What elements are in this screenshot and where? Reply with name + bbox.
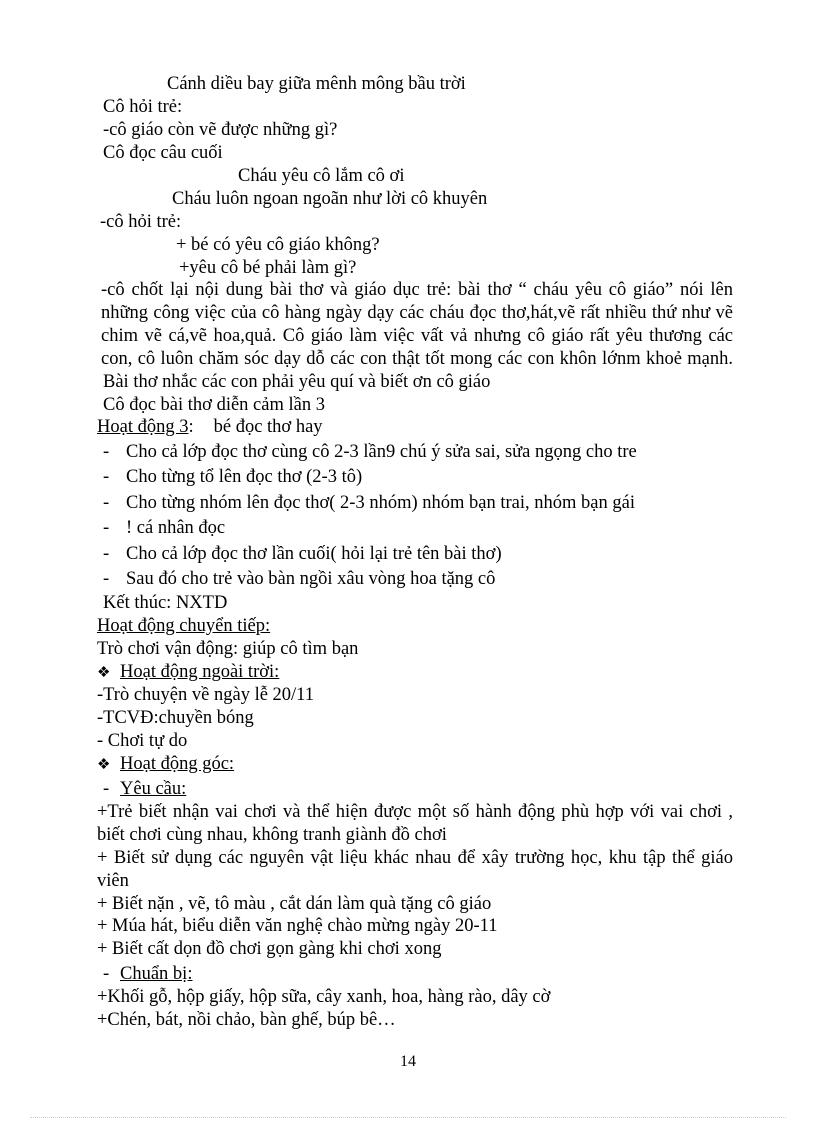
paragraph-line: -cô chốt lại nội dung bài thơ và giáo dục trẻ: bài thơ “ cháu yêu cô giáo” nói lên bbox=[101, 280, 733, 300]
paragraph-line: những công việc của cô hàng ngày dạy các cháu đọc thơ,hát,vẽ rất nhiều thứ như vẽ bbox=[101, 303, 733, 323]
paragraph-line: + Biết sử dụng các nguyên vật liệu khác nhau để xây trường học, khu tập thể giáo bbox=[97, 848, 733, 868]
transition-activity-heading: Hoạt động chuyển tiếp: bbox=[97, 616, 271, 636]
text-line: -cô giáo còn vẽ được những gì? bbox=[103, 120, 338, 140]
text-line: Cô đọc câu cuối bbox=[103, 143, 223, 163]
text-line: viên bbox=[97, 871, 129, 891]
text-line: +Chén, bát, nồi chảo, bàn ghế, búp bê… bbox=[97, 1010, 396, 1030]
dash-item-text: Cho cả lớp đọc thơ lần cuối( hỏi lại trẻ tên bài thơ) bbox=[126, 544, 502, 564]
dash-bullet: - bbox=[103, 779, 110, 799]
activity-3-heading bbox=[97, 416, 323, 438]
paragraph-line: chim vẽ cá,vẽ hoa,quả. Cô giáo làm việc vất vả nhưng cô giáo rất yêu thương các bbox=[101, 326, 733, 346]
text-line: -Trò chuyện về ngày lễ 20/11 bbox=[97, 685, 314, 705]
text-line: + Biết cất dọn đồ chơi gọn gàng khi chơi xong bbox=[97, 939, 442, 959]
text-line: -cô hỏi trẻ: bbox=[100, 212, 182, 232]
text-line: Bài thơ nhắc các con phải yêu quí và biết ơn cô giáo bbox=[103, 372, 491, 392]
dash-bullet: - bbox=[103, 544, 110, 564]
text-line: + Múa hát, biểu diễn văn nghệ chào mừng ngày 20-11 bbox=[97, 916, 498, 936]
poem-line: Cánh diều bay giữa mênh mông bầu trời bbox=[167, 74, 466, 94]
section-heading-text: Hoạt động ngoài trời: bbox=[120, 662, 280, 682]
dash-bullet: - bbox=[103, 964, 110, 984]
question-line: + bé có yêu cô giáo không? bbox=[176, 235, 380, 255]
page-bottom-divider bbox=[30, 1117, 786, 1118]
text-line: Kết thúc: NXTD bbox=[103, 593, 228, 613]
activity-3-label: Hoạt động 3 bbox=[97, 417, 189, 437]
dash-item-text: Cho từng tổ lên đọc thơ (2-3 tô) bbox=[126, 467, 363, 487]
text-line: Trò chơi vận động: giúp cô tìm bạn bbox=[97, 639, 359, 659]
text-line: Cô hỏi trẻ: bbox=[103, 97, 183, 117]
text-line: + Biết nặn , vẽ, tô màu , cắt dán làm quà tặng cô giáo bbox=[97, 894, 492, 914]
dash-item-text: ! cá nhân đọc bbox=[126, 518, 226, 538]
text-line: - Chơi tự do bbox=[97, 731, 188, 751]
diamond-bullet-icon: ❖ bbox=[97, 665, 111, 681]
section-heading-text: Hoạt động góc: bbox=[120, 754, 235, 774]
activity-3-title: bé đọc thơ hay bbox=[213, 417, 323, 437]
dash-bullet: - bbox=[103, 518, 110, 538]
page-number: 14 bbox=[400, 1053, 416, 1070]
text-line: biết chơi cùng nhau, không tranh giành đồ chơi bbox=[97, 825, 447, 845]
text-line: -TCVĐ:chuyền bóng bbox=[97, 708, 254, 728]
paragraph-line: con, cô luôn chăm sóc dạy dỗ các con thật tốt mong các con khôn lớnm khoẻ mạnh. bbox=[101, 349, 733, 369]
subheading-text: Chuẩn bị: bbox=[120, 964, 193, 984]
poem-line: Cháu yêu cô lắm cô ơi bbox=[238, 166, 405, 186]
dash-item-text: Sau đó cho trẻ vào bàn ngồi xâu vòng hoa tặng cô bbox=[126, 569, 496, 589]
text-line: +Khối gỗ, hộp giấy, hộp sữa, cây xanh, hoa, hàng rào, dây cờ bbox=[97, 987, 551, 1007]
text-line: Cô đọc bài thơ diễn cảm lần 3 bbox=[103, 395, 325, 415]
dash-item-text: Cho từng nhóm lên đọc thơ( 2-3 nhóm) nhóm bạn trai, nhóm bạn gái bbox=[126, 493, 635, 513]
dash-bullet: - bbox=[103, 493, 110, 513]
diamond-bullet-icon: ❖ bbox=[97, 757, 111, 773]
question-line: +yêu cô bé phải làm gì? bbox=[179, 258, 357, 278]
activity-3-colon: : bbox=[188, 417, 194, 437]
dash-bullet: - bbox=[103, 442, 110, 462]
subheading-text: Yêu cầu: bbox=[120, 779, 187, 799]
dash-bullet: - bbox=[103, 467, 110, 487]
poem-line: Cháu luôn ngoan ngoãn như lời cô khuyên bbox=[172, 189, 488, 209]
dash-bullet: - bbox=[103, 569, 110, 589]
paragraph-line: +Trẻ biết nhận vai chơi và thể hiện được một số hành động phù hợp với vai chơi , bbox=[97, 802, 733, 822]
dash-item-text: Cho cả lớp đọc thơ cùng cô 2-3 lần9 chú ý sửa sai, sửa ngọng cho tre bbox=[126, 442, 637, 462]
